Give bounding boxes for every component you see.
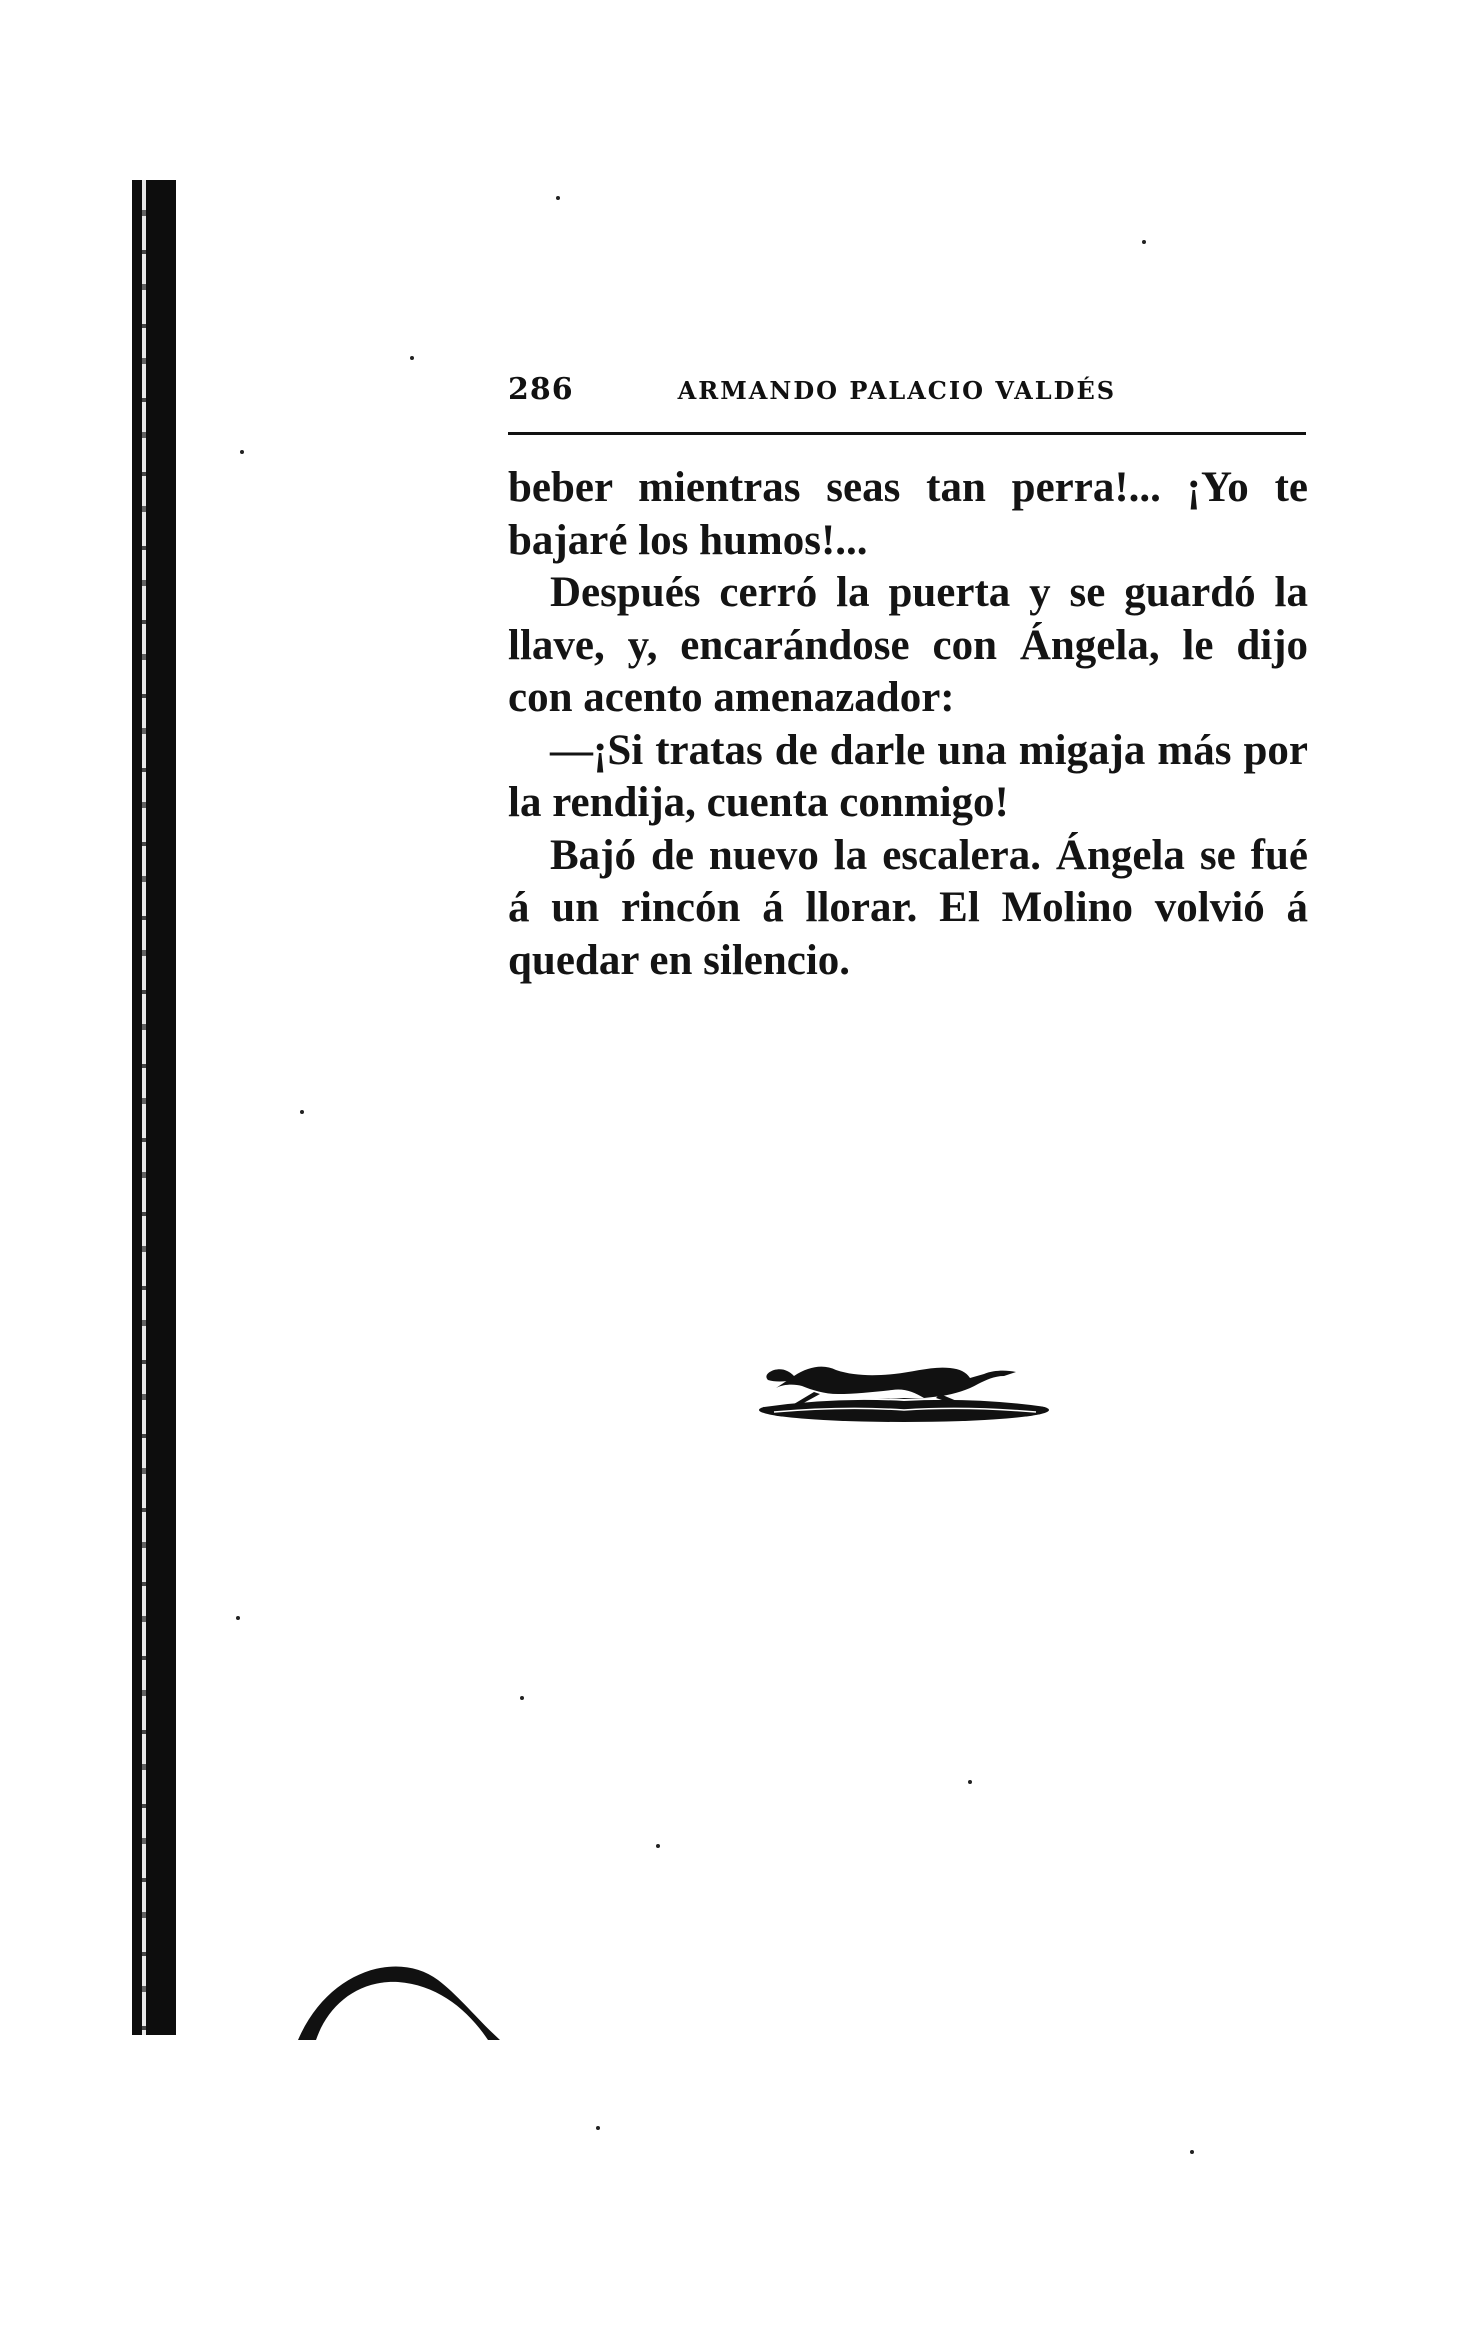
page-number: 286 <box>508 372 574 407</box>
scan-speck <box>520 1696 524 1700</box>
scan-speck <box>596 2126 600 2130</box>
scan-speck <box>656 1844 660 1848</box>
scan-speck <box>410 356 414 360</box>
paragraph: Bajó de nuevo la escalera. Ángela se fué á un rincón á llorar. El Molino volvió á quedar en silencio. <box>508 831 1308 984</box>
scan-speck <box>1190 2150 1194 2154</box>
header-rule <box>508 432 1306 435</box>
binding-edge-gap <box>142 180 146 2035</box>
scan-speck <box>1142 240 1146 244</box>
scan-speck <box>240 450 244 454</box>
running-head <box>508 372 1306 418</box>
scan-speck <box>300 1110 304 1114</box>
paragraph: Después cerró la puerta y se guardó la llave, y, encarándose con Ángela, le dijo con acento amenazador: <box>508 569 1308 721</box>
scan-speck <box>556 196 560 200</box>
author-name: ARMANDO PALACIO VALDÉS <box>677 376 1117 405</box>
scan-arch-artifact <box>288 1950 508 2040</box>
binding-edge <box>132 180 176 2035</box>
scan-speck <box>968 1780 972 1784</box>
page-text <box>508 462 1308 987</box>
paragraph: beber mientras seas tan perra!... ¡Yo te bajaré los humos!... <box>508 464 1308 564</box>
running-dog-icon <box>754 1348 1054 1428</box>
scan-speck <box>236 1616 240 1620</box>
paragraph: —¡Si tratas de darle una migaja más por la rendija, cuenta conmigo! <box>508 726 1308 826</box>
